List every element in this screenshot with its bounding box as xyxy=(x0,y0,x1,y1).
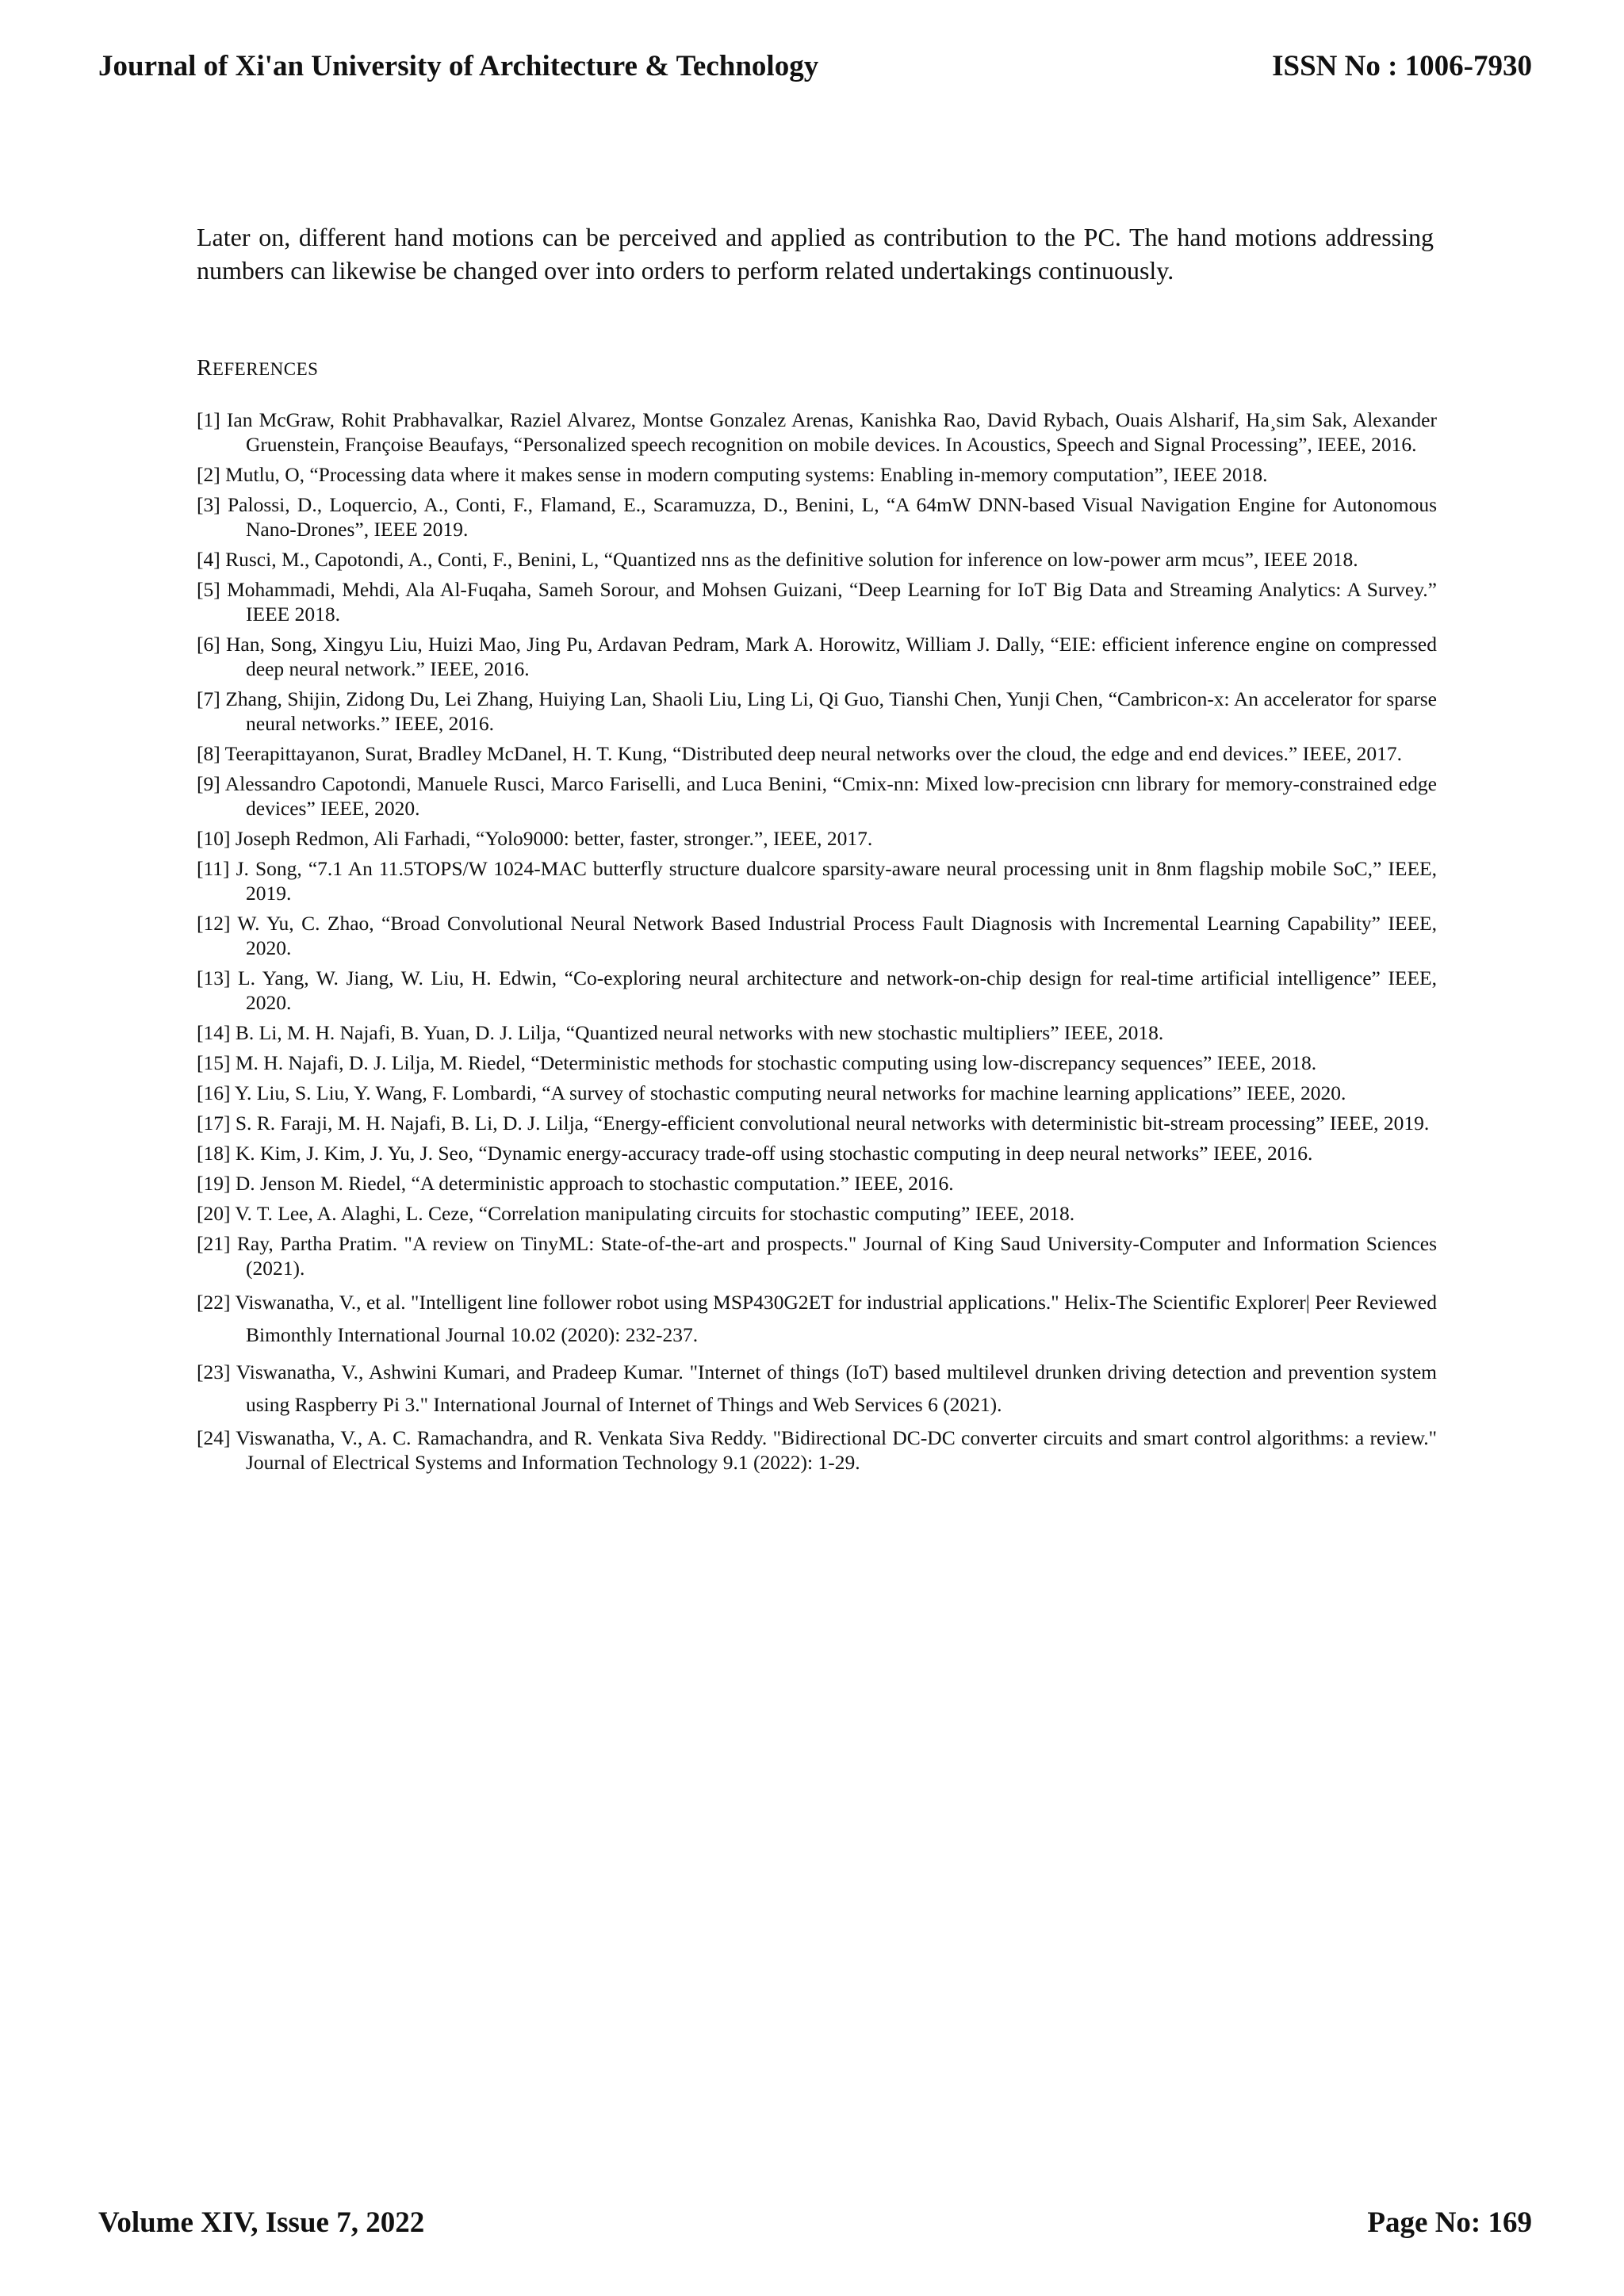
reference-item: [5] Mohammadi, Mehdi, Ala Al-Fuqaha, Sameh Sorour, and Mohsen Guizani, “Deep Learning for IoT Big Data and Streaming Analytics: A Survey.” IEEE 2018. xyxy=(197,578,1437,626)
reference-item: [1] Ian McGraw, Rohit Prabhavalkar, Raziel Alvarez, Montse Gonzalez Arenas, Kanishka Rao, David Rybach, Ouais Alsharif, Ha¸sim Sak, Alexander Gruenstein, Françoise Beaufays, “Personalized speech recognition on mobile devices. In Acoustics, Speech and Signal Processing”, IEEE, 2016. xyxy=(197,408,1437,456)
reference-item: [9] Alessandro Capotondi, Manuele Rusci, Marco Fariselli, and Luca Benini, “Cmix-nn: Mixed low-precision cnn library for memory-constrained edge devices” IEEE, 2020. xyxy=(197,772,1437,820)
reference-item: [23] Viswanatha, V., Ashwini Kumari, and Pradeep Kumar. "Internet of things (IoT) based multilevel drunken driving detection and prevention system using Raspberry Pi 3." International Journal of Internet of Things and Web Services 6 (2021). xyxy=(197,1360,1437,1416)
reference-item: [21] Ray, Partha Pratim. "A review on TinyML: State-of-the-art and prospects." Journal of King Saud University-Computer and Information Sciences (2021). xyxy=(197,1232,1437,1280)
running-header xyxy=(98,49,1532,89)
running-footer xyxy=(98,2206,1532,2245)
reference-item: [18] K. Kim, J. Kim, J. Yu, J. Seo, “Dynamic energy-accuracy trade-off using stochastic computing in deep neural networks” IEEE, 2016. xyxy=(197,1142,1313,1165)
reference-item: [24] Viswanatha, V., A. C. Ramachandra, and R. Venkata Siva Reddy. "Bidirectional DC-DC converter circuits and smart control algorithms: a review." Journal of Electrical Systems and Information Technology 9.1 (2022): 1-29. xyxy=(197,1426,1437,1474)
reference-item: [8] Teerapittayanon, Surat, Bradley McDanel, H. T. Kung, “Distributed deep neural networks over the cloud, the edge and end devices.” IEEE, 2017. xyxy=(197,742,1402,765)
journal-title: Journal of Xi'an University of Architecture & Technology xyxy=(98,50,819,82)
reference-item: [7] Zhang, Shijin, Zidong Du, Lei Zhang, Huiying Lan, Shaoli Liu, Ling Li, Qi Guo, Tianshi Chen, Yunji Chen, “Cambricon-x: An accelerator for sparse neural networks.” IEEE, 2016. xyxy=(197,687,1437,735)
reference-item: [12] W. Yu, C. Zhao, “Broad Convolutional Neural Network Based Industrial Process Fault Diagnosis with Incremental Learning Capability” IEEE, 2020. xyxy=(197,912,1437,959)
reference-item: [2] Mutlu, O, “Processing data where it makes sense in modern computing systems: Enabling in-memory computation”, IEEE 2018. xyxy=(197,463,1268,486)
references-heading-rest: EFERENCES xyxy=(212,359,319,379)
reference-item: [3] Palossi, D., Loquercio, A., Conti, F., Flamand, E., Scaramuzza, D., Benini, L, “A 64mW DNN-based Visual Navigation Engine for Autonomous Nano-Drones”, IEEE 2019. xyxy=(197,493,1437,541)
reference-item: [14] B. Li, M. H. Najafi, B. Yuan, D. J. Lilja, “Quantized neural networks with new stochastic multipliers” IEEE, 2018. xyxy=(197,1021,1164,1044)
reference-item: [19] D. Jenson M. Riedel, “A deterministic approach to stochastic computation.” IEEE, 2016. xyxy=(197,1172,954,1195)
reference-item: [20] V. T. Lee, A. Alaghi, L. Ceze, “Correlation manipulating circuits for stochastic computing” IEEE, 2018. xyxy=(197,1202,1075,1225)
reference-item: [4] Rusci, M., Capotondi, A., Conti, F., Benini, L, “Quantized nns as the definitive solution for inference on low-power arm mcus”, IEEE 2018. xyxy=(197,548,1358,571)
reference-item: [17] S. R. Faraji, M. H. Najafi, B. Li, D. J. Lilja, “Energy-efficient convolutional neural networks with deterministic bit-stream processing” IEEE, 2019. xyxy=(197,1112,1430,1135)
reference-item: [15] M. H. Najafi, D. J. Lilja, M. Riedel, “Deterministic methods for stochastic computing using low-discrepancy sequences” IEEE, 2018. xyxy=(197,1051,1317,1074)
reference-item: [6] Han, Song, Xingyu Liu, Huizi Mao, Jing Pu, Ardavan Pedram, Mark A. Horowitz, William J. Dally, “EIE: efficient inference engine on compressed deep neural network.” IEEE, 2016. xyxy=(197,633,1437,680)
references-heading-initial: R xyxy=(197,355,213,381)
reference-item: [16] Y. Liu, S. Liu, Y. Wang, F. Lombardi, “A survey of stochastic computing neural networks for machine learning applications” IEEE, 2020. xyxy=(197,1081,1346,1104)
volume-issue-label: Volume XIV, Issue 7, 2022 xyxy=(98,2206,425,2239)
references-heading xyxy=(197,355,318,381)
reference-item: [13] L. Yang, W. Jiang, W. Liu, H. Edwin, “Co-exploring neural architecture and network-on-chip design for real-time artificial intelligence” IEEE, 2020. xyxy=(197,966,1437,1014)
reference-item: [11] J. Song, “7.1 An 11.5TOPS/W 1024-MAC butterfly structure dualcore sparsity-aware neural processing unit in 8nm flagship mobile SoC,” IEEE, 2019. xyxy=(197,857,1437,905)
reference-item: [10] Joseph Redmon, Ali Farhadi, “Yolo9000: better, faster, stronger.”, IEEE, 2017. xyxy=(197,827,873,850)
reference-item: [22] Viswanatha, V., et al. "Intelligent line follower robot using MSP430G2ET for industrial applications." Helix-The Scientific Explorer| Peer Reviewed Bimonthly International Journal 10.02 (2020): 232-237. xyxy=(197,1291,1437,1346)
page-number-label: Page No: 169 xyxy=(1367,2206,1532,2239)
reference-list xyxy=(197,408,1437,1480)
issn-label: ISSN No : 1006-7930 xyxy=(1272,50,1532,82)
intro-paragraph: Later on, different hand motions can be perceived and applied as contribution to the PC. The hand motions addressing numbers can likewise be changed over into orders to perform related undertakings continuously. xyxy=(197,223,1434,285)
